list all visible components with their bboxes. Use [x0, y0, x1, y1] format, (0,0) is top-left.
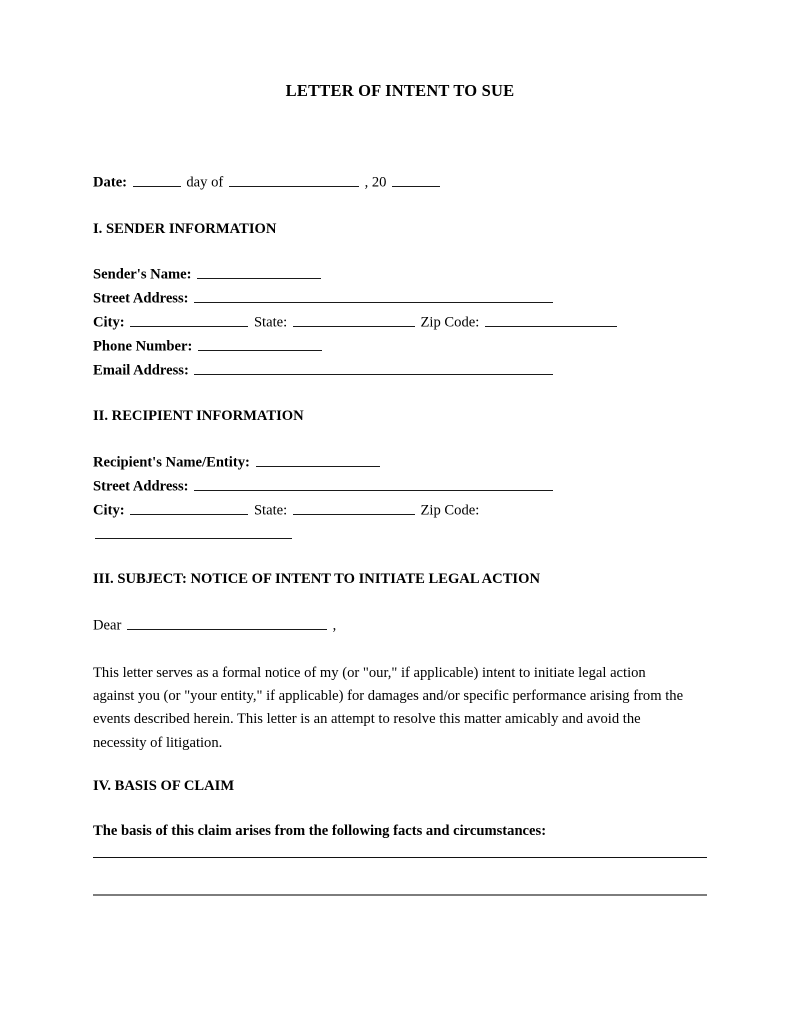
sender-state-label: State: — [253, 314, 288, 331]
recipient-city-state-zip-row — [93, 503, 479, 518]
recipient-zip-label: Zip Code: — [420, 502, 480, 519]
recipient-state-label: State: — [253, 502, 288, 519]
recipient-name-label: Recipient's Name/Entity: — [93, 454, 250, 471]
date-year-prefix-label: , 20 — [364, 174, 387, 191]
date-day-of-label: day of — [186, 174, 224, 191]
section-heading-basis: IV. BASIS OF CLAIM — [93, 778, 235, 794]
recipient-state-blank[interactable] — [293, 503, 415, 515]
salutation-row — [93, 618, 336, 633]
section-heading-recipient: II. RECIPIENT INFORMATION — [93, 408, 304, 424]
sender-state-blank[interactable] — [293, 315, 415, 327]
basis-write-line-2[interactable] — [93, 894, 707, 896]
sender-email-blank[interactable] — [194, 363, 553, 375]
recipient-zip-blank[interactable] — [95, 527, 292, 539]
sender-email-label: Email Address: — [93, 362, 189, 379]
sender-city-label: City: — [93, 314, 125, 331]
sender-city-state-zip-row — [93, 315, 619, 330]
sender-street-label: Street Address: — [93, 290, 189, 307]
sender-name-label: Sender's Name: — [93, 266, 192, 283]
sender-street-blank[interactable] — [194, 291, 553, 303]
recipient-street-label: Street Address: — [93, 478, 189, 495]
salutation-blank[interactable] — [127, 618, 327, 630]
date-day-blank[interactable] — [133, 175, 181, 187]
date-month-blank[interactable] — [229, 175, 359, 187]
sender-name-row — [93, 267, 323, 282]
recipient-zip-wrapped-row — [93, 527, 294, 542]
recipient-street-row — [93, 479, 555, 494]
recipient-city-blank[interactable] — [130, 503, 248, 515]
sender-zip-blank[interactable] — [485, 315, 617, 327]
recipient-street-blank[interactable] — [194, 479, 553, 491]
date-label: Date: — [93, 174, 128, 191]
sender-phone-label: Phone Number: — [93, 338, 193, 355]
basis-prompt: The basis of this claim arises from the following facts and circumstances: — [93, 823, 547, 839]
sender-email-row — [93, 363, 555, 378]
sender-name-blank[interactable] — [197, 267, 321, 279]
page-title: LETTER OF INTENT TO SUE — [285, 81, 515, 100]
sender-zip-label: Zip Code: — [420, 314, 480, 331]
date-line — [93, 175, 442, 190]
sender-phone-row — [93, 339, 324, 354]
date-year-blank[interactable] — [392, 175, 440, 187]
recipient-name-row — [93, 455, 382, 470]
sender-phone-blank[interactable] — [198, 339, 322, 351]
section-heading-sender: I. SENDER INFORMATION — [93, 221, 277, 237]
basis-write-line-1[interactable] — [93, 857, 707, 858]
subject-body-paragraph: This letter serves as a formal notice of my (or "our," if applicable) intent to initiate legal action against you (or "your entity," if applicable) for damages and/or specific performance arising from the events described herein. This letter is an attempt to resolve this matter amicably and avoid the necessity of litigation. — [93, 665, 684, 751]
recipient-city-label: City: — [93, 502, 125, 519]
salutation-label: Dear — [93, 617, 122, 634]
sender-street-row — [93, 291, 555, 306]
section-heading-subject: III. SUBJECT: NOTICE OF INTENT TO INITIATE LEGAL ACTION — [93, 571, 540, 587]
sender-city-blank[interactable] — [130, 315, 248, 327]
salutation-comma: , — [332, 617, 337, 634]
recipient-name-blank[interactable] — [256, 455, 380, 467]
